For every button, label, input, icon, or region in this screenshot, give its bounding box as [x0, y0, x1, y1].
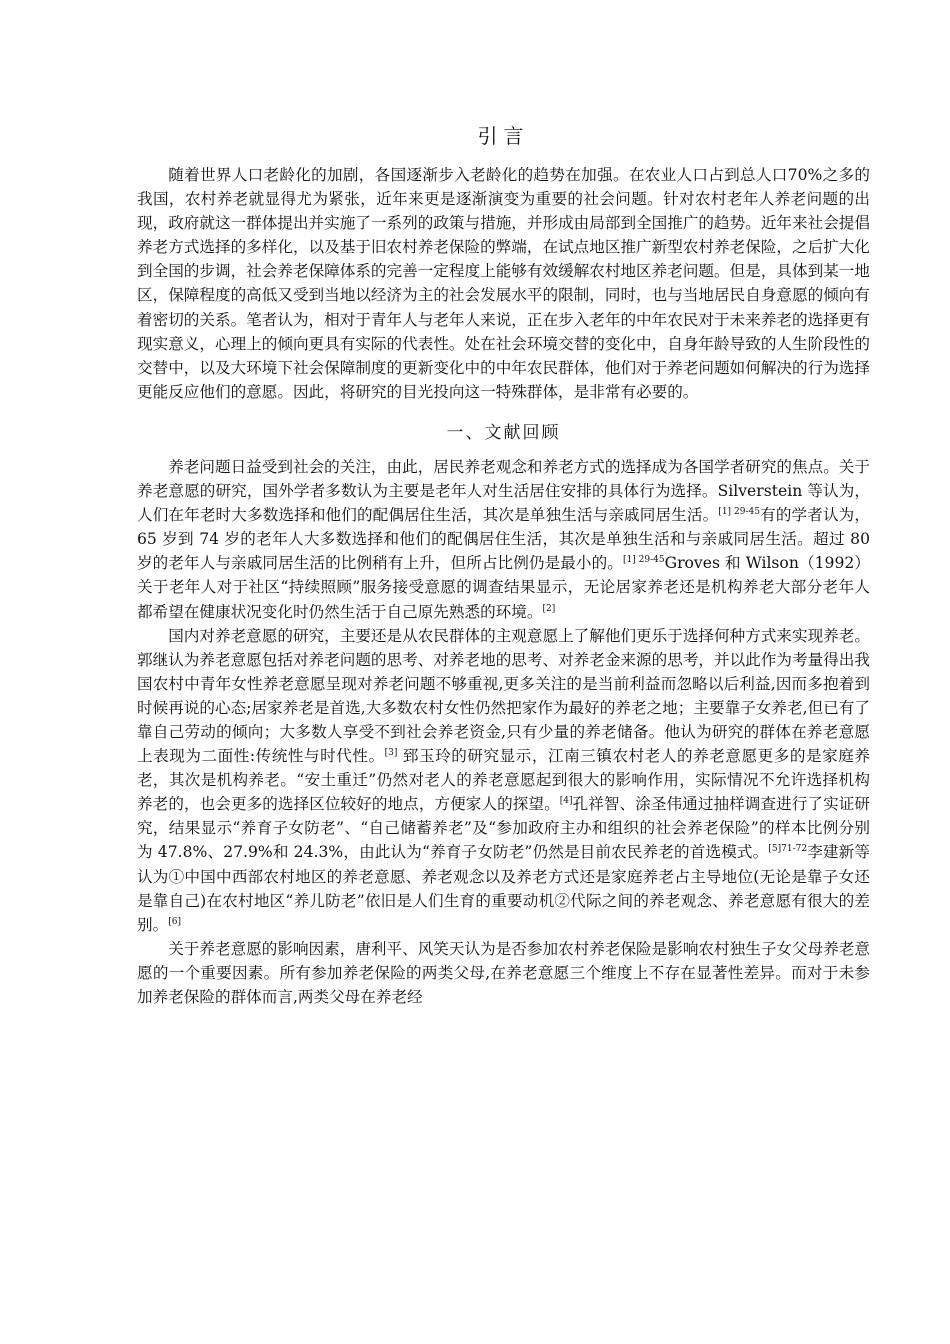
citation: [1] 29-45 [718, 506, 760, 517]
text-run: 有的学者认为，65 岁到 74 岁的老年人大多数选择和他们的配偶居住生活，其次是单独生活和与亲戚同居生活。超过 80 岁的老年人与亲戚同居生活的比例稍有上升，但所占比例仍是最小的。 [137, 506, 870, 573]
section-heading-literature-review: 一、文献回顾 [446, 422, 561, 443]
text-run: 郅玉玲的研究显示，江南三镇农村老人的养老意愿更多的是家庭养老，其次是机构养老。“安土重迁”仍然对老人的养老意愿起到很大的影响作用，实际情况不允许选择机构养老的，也会更多的选择区位较好的地点，方便家人的探望。 [137, 747, 870, 814]
page-title: 引言 [477, 124, 530, 148]
citation: [2] [542, 603, 556, 614]
citation: [3] [384, 747, 398, 758]
text-run: Groves 和 Wilson（1992）关于老年人对于社区“持续照顾”服务接受意愿的调查结果显示，无论居家养老还是机构养老大部分老年人都希望在健康状况变化时仍然生活于自己原先熟悉的环境。 [137, 554, 870, 621]
text-run: 国内对养老意愿的研究，主要还是从农民群体的主观意愿上了解他们更乐于选择何种方式来实现养老。郭继认为养老意愿包括对养老问题的思考、对养老地的思考、对养老金来源的思考，并以此作为考量得出我国农村中青年女性养老意愿呈现对养老问题不够重视,更多关注的是当前利益而忽略以后利益,因而多抱着到时候再说的心态;居家养老是首选,大多数农村女性仍然把家作为最好的养老之地；主要靠子女养老,但已有了靠自己劳动的倾向；大多数人享受不到社会养老资金,只有少量的养老储备。他认为研究的群体在养老意愿上表现为二面性:传统性与时代性。 [137, 626, 870, 766]
text-run: 养老问题日益受到社会的关注，由此，居民养老观念和养老方式的选择成为各国学者研究的焦点。关于养老意愿的研究，国外学者多数认为主要是老年人对生活居住安排的具体行为选择。Silverstein 等认为，人们在年老时大多数选择和他们的配偶居住生活，其次是单独生活与亲戚同居生活。 [137, 457, 870, 525]
literature-paragraph-3: 关于养老意愿的影响因素，唐利平、风笑天认为是否参加农村养老保险是影响农村独生子女父母养老意愿的一个重要因素。所有参加养老保险的两类父母,在养老意愿三个维度上不存在显著性差异。而对于未参加养老保险的群体而言,两类父母在养老经 [137, 939, 870, 1006]
citation: [4] [559, 796, 573, 807]
citation: [1] 29-45 [622, 555, 665, 566]
literature-paragraph-2 [137, 624, 870, 937]
text-run: 孔祥智、涂圣伟通过抽样调查进行了实证研究，结果显示“养育子女防老”、“自己储蓄养老”及“参加政府主办和组织的社会养老保险”的样本比例分别为 47.8%、27.9%和 24.3%，由此认为“养育子女防老”仍然是目前农民养老的首选模式。 [137, 795, 870, 862]
citation: [6] [168, 916, 181, 927]
intro-paragraph: 随着世界人口老龄化的加剧，各国逐渐步入老龄化的趋势在加强。在农业人口占到总人口70%之多的我国，农村养老就显得尤为紧张，近年来更是逐渐演变为重要的社会问题。针对农村老年人养老问题的出现，政府就这一群体提出并实施了一系列的政策与措施，并形成由局部到全国推广的趋势。近年来社会提倡养老方式选择的多样化，以及基于旧农村养老保险的弊端，在试点地区推广新型农村养老保险，之后扩大化到全国的步调，社会养老保障体系的完善一定程度上能够有效缓解农村地区养老问题。但是，具体到某一地区，保障程度的高低又受到当地以经济为主的社会发展水平的限制，同时，也与当地居民自身意愿的倾向有着密切的关系。笔者认为，相对于青年人与老年人来说，正在步入老年的中年农民对于未来养老的选择更有现实意义，心理上的倾向更具有实际的代表性。处在社会环境交替的变化中，自身年龄导致的人生阶段性的交替中，以及大环境下社会保障制度的更新变化中的中年农民群体，他们对于养老问题如何解决的行为选择更能反应他们的意愿。因此，将研究的目光投向这一特殊群体，是非常有必要的。 [137, 166, 870, 401]
page-content [137, 112, 870, 1009]
text-run: 李建新等认为①中国中西部农村地区的养老意愿、养老观念以及养老方式还是家庭养老占主导地位(无论是靠子女还是靠自己)在农村地区“养儿防老”依旧是人们生育的重要动机②代际之间的养老观念、养老意愿有很大的差别。 [137, 843, 870, 934]
literature-paragraph-1 [137, 455, 870, 624]
citation: [5]71-72 [768, 844, 808, 855]
